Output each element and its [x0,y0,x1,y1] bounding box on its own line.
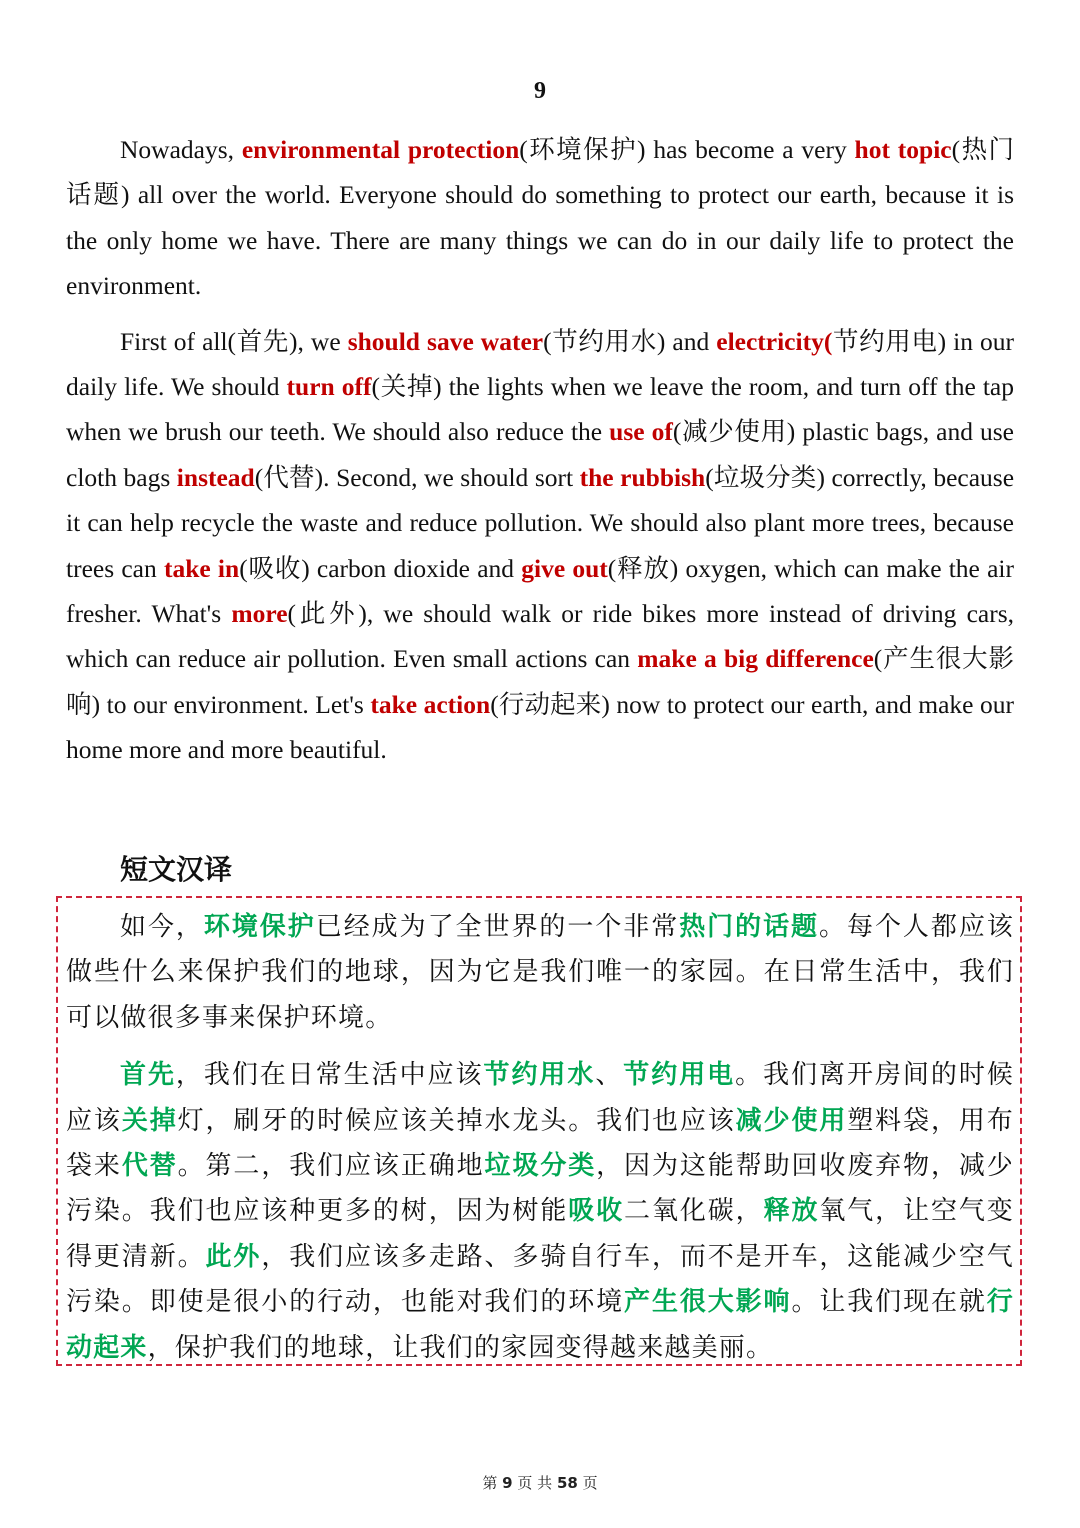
keyword-highlight: instead [176,462,255,492]
text-segment: 。每个人都应该做些什么来保护我们的地球，因为它是我们唯一的家园。在日常生活中，我们可以做很多事来保护环境。 [66,912,1014,1033]
text-segment: ，因为这能帮助回收废弃物，减少污染。我们也应该种更多的树，因为树能 [66,1151,1014,1227]
text-segment: 。我们离开房间的时候应该 [66,1060,1014,1136]
text-segment: (代替). Second, we should sort [254,462,580,492]
keyword-highlight: more [231,599,288,629]
keyword-highlight: 此外 [205,1241,262,1272]
text-segment: 塑料袋，用布袋来 [66,1105,1014,1182]
text-segment: (此外), we should walk or ride bikes more instead of driving cars, which can reduce air pollution. Even small actions can [66,599,1014,674]
text-segment: 二氧化碳， [624,1196,764,1227]
text-segment: (释放) oxygen, which can make the air fresher. What's [66,553,1014,629]
text-segment: 氧气，让空气变得更清新。 [66,1196,1014,1272]
text-segment: 。第二，我们应该正确地 [177,1151,485,1182]
keyword-highlight: the rubbish [579,462,706,492]
keyword-highlight: 垃圾分类 [484,1151,597,1182]
english-passage [66,127,1014,783]
text-segment: 灯，刷牙的时候应该关掉水龙头。我们也应该 [177,1105,736,1136]
keyword-highlight: electricity( [716,326,833,356]
translation-heading: 短文汉译 [120,853,233,886]
keyword-highlight: hot topic [854,135,952,164]
english-paragraph-1 [66,127,1014,309]
keyword-highlight: should save water [347,326,544,356]
keyword-highlight: environmental protection [241,135,520,164]
keyword-highlight: 释放 [763,1196,820,1227]
keyword-highlight: use of [609,417,673,447]
text-segment: 节约用电) in our daily life. We should [66,326,1014,402]
text-segment: (产生很大影响) to our environment. Let's [66,644,1015,719]
footer-total-pages: 58 [556,1474,578,1492]
text-segment: Nowadays, [120,135,242,164]
chinese-passage [66,905,1014,1383]
keyword-highlight: 产生很大影响 [624,1287,792,1318]
keyword-highlight: 行动起来 [66,1287,1014,1363]
text-segment: 已经成为了全世界的一个非常 [315,912,680,942]
page-number: 9 [534,78,546,104]
text-segment: (垃圾分类) correctly, because it can help recycle the waste and reduce pollution. We should also plant more trees, because trees can [66,462,1015,583]
text-segment: (减少使用) plastic bags, and use cloth bags [66,417,1014,492]
keyword-highlight: take action [370,689,491,719]
text-segment: First of all(首先), we [120,326,348,356]
keyword-highlight: 环境保护 [203,912,316,942]
chinese-paragraph-2 [66,1053,1014,1371]
keyword-highlight: make a big difference [637,644,874,674]
text-segment: ，我们应该多走路、多骑自行车，而不是开车，这能减少空气污染。即使是很小的行动，也能对我们的环境 [66,1241,1014,1318]
keyword-highlight: 减少使用 [735,1105,848,1136]
footer-prefix: 第 [482,1474,498,1492]
keyword-highlight: turn off [286,372,372,402]
text-segment: ，我们在日常生活中应该 [175,1060,484,1091]
keyword-highlight: 代替 [121,1151,178,1182]
keyword-highlight: give out [521,553,608,583]
text-segment: (环境保护) has become a very [519,135,855,164]
english-paragraph-2 [66,319,1014,773]
text-segment: (热门话题) all over the world. Everyone should do something to protect our earth, because it is the only home we have. There are many things we can do in our daily life to protect the environment. [66,135,1015,301]
text-segment: (行动起来) now to protect our earth, and make our home more and more beautiful. [66,689,1014,765]
keyword-highlight: 热门的话题 [679,912,820,942]
keyword-highlight: 吸收 [568,1196,625,1227]
chinese-paragraph-1 [66,905,1014,1041]
footer-middle: 页 共 [517,1474,553,1492]
text-segment: 、 [595,1060,624,1091]
text-segment: 如今， [120,912,204,942]
text-segment: (吸收) carbon dioxide and [239,553,522,583]
page-footer [0,1472,1080,1493]
footer-suffix: 页 [582,1474,598,1492]
keyword-highlight: 节约用水 [483,1060,596,1091]
keyword-highlight: 首先 [120,1060,176,1091]
keyword-highlight: 节约用电 [623,1060,736,1091]
text-segment: (节约用水) and [543,326,717,356]
text-segment: 。让我们现在就 [791,1287,987,1318]
text-segment: (关掉) the lights when we leave the room, and turn off the tap when we brush our teeth. We should also reduce the [66,372,1014,447]
text-segment: ，保护我们的地球，让我们的家园变得越来越美丽。 [147,1332,774,1363]
footer-current-page: 9 [502,1474,513,1492]
keyword-highlight: 关掉 [121,1105,178,1136]
keyword-highlight: take in [163,553,240,583]
